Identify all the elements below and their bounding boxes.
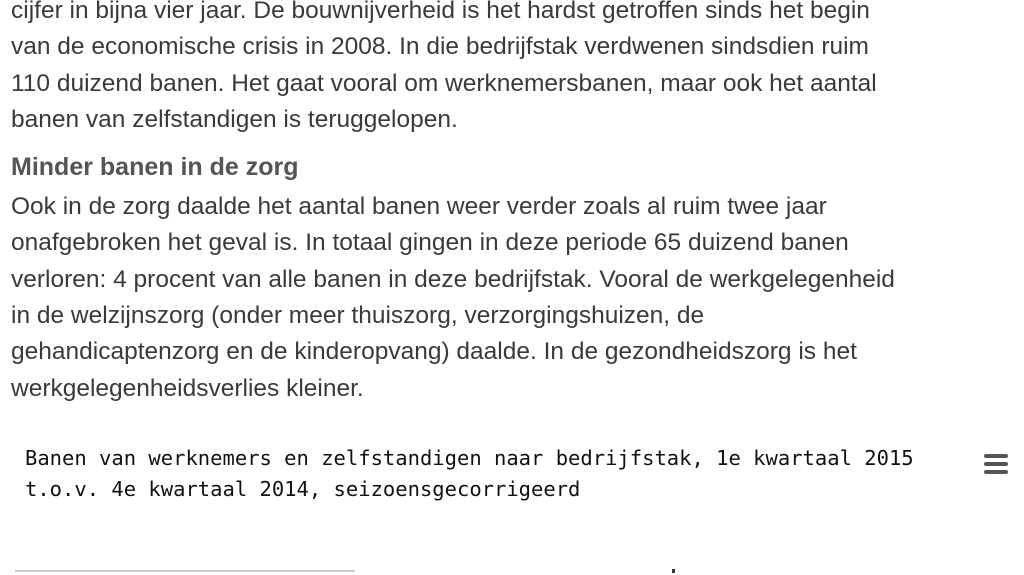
- text-line: onafgebroken het geval is. In totaal gingen in deze periode 65 duizend banen: [11, 229, 849, 257]
- text-line: Ook in de zorg daalde het aantal banen weer verder zoals al ruim twee jaar: [11, 193, 827, 221]
- text-line: verloren: 4 procent van alle banen in deze bedrijfstak. Vooral de werkgelegenheid: [11, 265, 895, 293]
- chart-title: [25, 443, 945, 505]
- section-heading: Minder banen in de zorg: [11, 153, 299, 182]
- article: [11, 0, 1011, 407]
- text-line: werkgelegenheidsverlies kleiner.: [11, 374, 364, 402]
- menu-bar: [984, 470, 1008, 474]
- body-paragraph: [11, 189, 1011, 407]
- text-line: van de economische crisis in 2008. In die bedrijfstak verdwenen sindsdien ruim: [11, 33, 869, 61]
- chart-title-line: t.o.v. 4e kwartaal 2014, seizoensgecorrigeerd: [25, 477, 581, 501]
- text-line: cijfer in bijna vier jaar. De bouwnijverheid is het hardst getroffen sinds het begin: [11, 0, 870, 24]
- menu-bar: [984, 462, 1008, 466]
- hamburger-menu-icon[interactable]: [983, 451, 1009, 477]
- text-line: gehandicaptenzorg en de kinderopvang) daalde. In de gezondheidszorg is het: [11, 338, 857, 366]
- chart-container: [0, 425, 1024, 575]
- menu-bar: [984, 454, 1008, 458]
- intro-paragraph: [11, 0, 1011, 138]
- chart-tick: [672, 569, 675, 573]
- text-line: in de welzijnszorg (onder meer thuiszorg, verzorgingshuizen, de: [11, 302, 705, 330]
- text-line: banen van zelfstandigen is teruggelopen.: [11, 105, 458, 133]
- text-line: 110 duizend banen. Het gaat vooral om werknemersbanen, maar ook het aantal: [11, 69, 877, 97]
- chart-divider: [15, 570, 355, 572]
- chart-title-line: Banen van werknemers en zelfstandigen naar bedrijfstak, 1e kwartaal 2015: [25, 446, 914, 470]
